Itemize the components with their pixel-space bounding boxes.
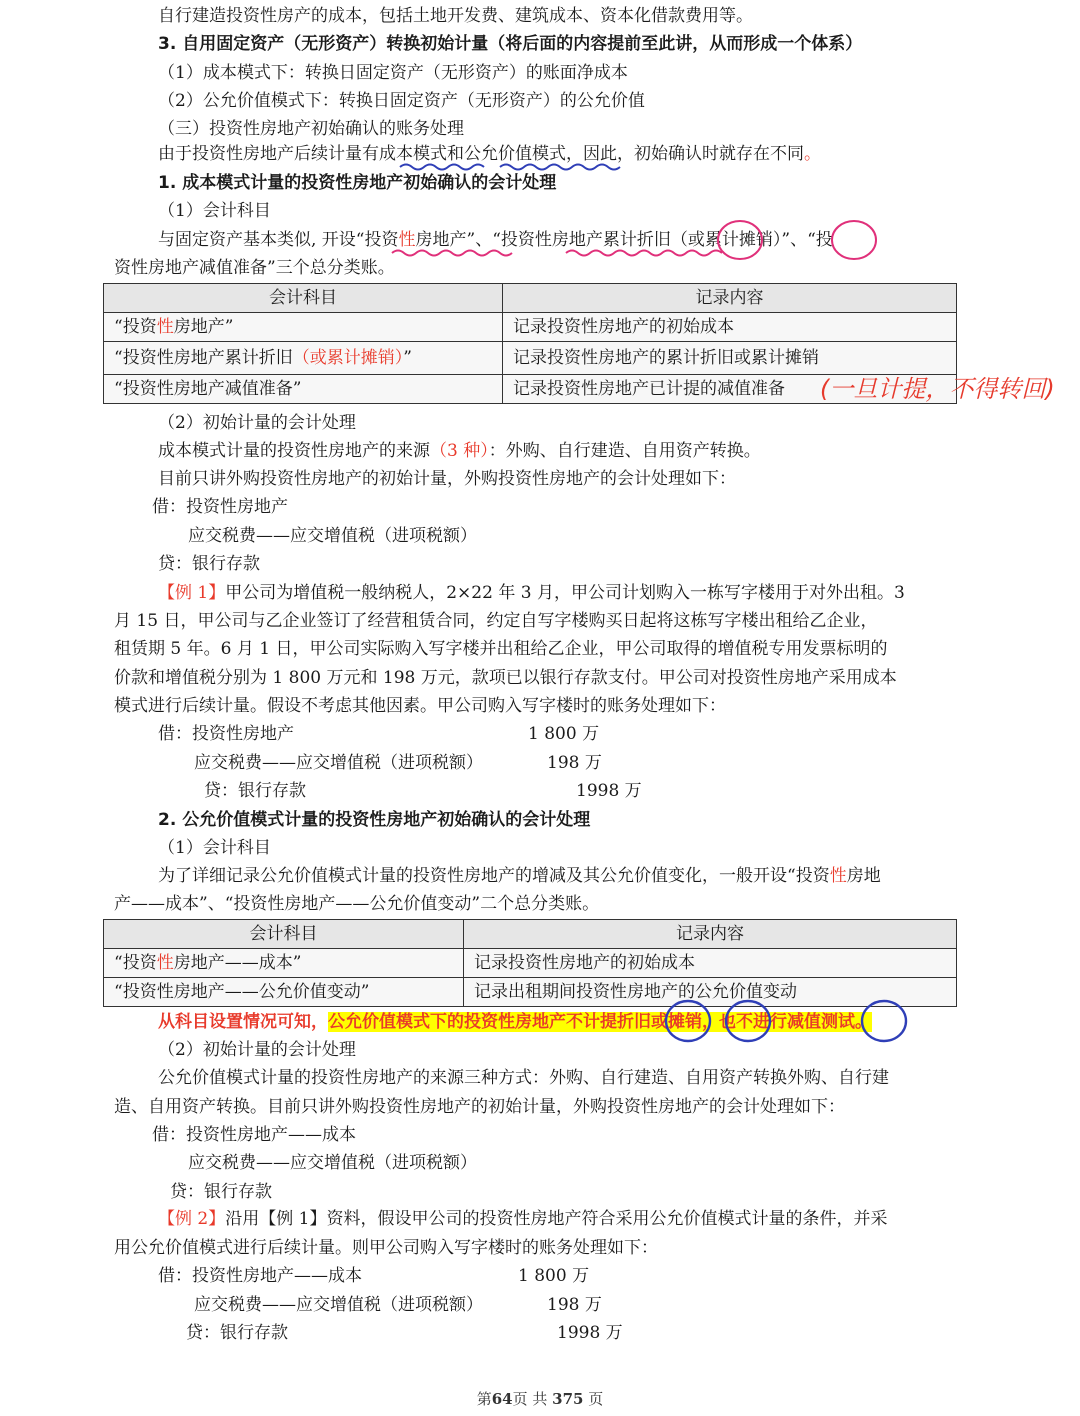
text-fragment: ：外购、自行建造、自用资产转换。 bbox=[488, 441, 761, 461]
text-fragment: “投资性房地产累计折旧 bbox=[114, 348, 293, 368]
table-cell bbox=[104, 313, 503, 342]
footer-text: 页 共 bbox=[512, 1390, 548, 1408]
journal-amount: 1 800 万 bbox=[518, 1266, 590, 1286]
table-cell bbox=[104, 949, 464, 978]
text-line bbox=[158, 439, 761, 463]
footer-text: 第 bbox=[476, 1390, 492, 1408]
example-line: 模式进行后续计量。假设不考虑其他因素。甲公司购入写字楼时的账务处理如下： bbox=[114, 696, 726, 716]
text-line: 目前只讲外购投资性房地产的初始计量，外购投资性房地产的会计处理如下： bbox=[158, 469, 736, 489]
text-fragment: 成本模式计量的投资性房地产的来源 bbox=[158, 441, 430, 461]
text-line: 造、自用资产转换。目前只讲外购投资性房地产的初始计量，外购投资性房地产的会计处理如下： bbox=[114, 1097, 845, 1117]
text-fragment: 房地产”、“投资性房地产累计折旧（或累计摊销）”、“投 bbox=[415, 230, 833, 250]
handwritten-note: (一旦计提，不得转回) bbox=[820, 375, 1055, 403]
table-cell: 记录投资性房地产的初始成本 bbox=[464, 949, 957, 978]
example-label: 【例 2】 bbox=[158, 1209, 226, 1229]
text-fragment: 从科目设置情况可知， bbox=[158, 1012, 328, 1032]
example-line: 价款和增值税分别为 1 800 万元和 198 万元，款项已以银行存款支付。甲公司对投资性房地产采用成本 bbox=[114, 668, 897, 688]
text-fragment: 公允价值模式 bbox=[464, 144, 566, 164]
table-header-cell: 记录内容 bbox=[503, 284, 957, 313]
journal-amount: 1998 万 bbox=[557, 1323, 623, 1343]
text-fragment: “投资 bbox=[114, 953, 157, 973]
table-header-cell: 会计科目 bbox=[104, 284, 503, 313]
journal-debit: 应交税费——应交增值税（进项税额） bbox=[194, 753, 483, 773]
journal-debit: 应交税费——应交增值税（进项税额） bbox=[194, 1295, 483, 1315]
text-line: （2）公允价值模式下：转换日固定资产（无形资产）的公允价值 bbox=[158, 91, 645, 111]
journal-credit: 贷：银行存款 bbox=[204, 781, 306, 801]
example-line: 租赁期 5 年。6 月 1 日，甲公司实际购入写字楼并出租给乙企业，甲公司取得的增值税专用发票标明的 bbox=[114, 639, 888, 659]
table-cell: 记录投资性房地产的初始成本 bbox=[503, 313, 957, 342]
key-note bbox=[158, 1010, 872, 1034]
circle-mark bbox=[832, 221, 876, 259]
text-line: （2）初始计量的会计处理 bbox=[158, 413, 356, 433]
table-cell bbox=[104, 342, 503, 375]
text-line: （2）初始计量的会计处理 bbox=[158, 1040, 356, 1060]
text-line bbox=[158, 864, 881, 888]
text-line bbox=[158, 142, 821, 166]
table-row bbox=[104, 342, 957, 375]
text-fragment: 成本模式 bbox=[379, 144, 447, 164]
table-cell: 记录投资性房地产已计提的减值准备 bbox=[503, 375, 957, 404]
text-fragment: 性 bbox=[156, 953, 174, 973]
text-line: 公允价值模式计量的投资性房地产的来源三种方式：外购、自行建造、自用资产转换外购、自行建 bbox=[158, 1068, 889, 1088]
text-fragment: “投资 bbox=[114, 317, 157, 337]
journal-debit: 借：投资性房地产——成本 bbox=[158, 1266, 362, 1286]
section-heading: 1. 成本模式计量的投资性房地产初始确认的会计处理 bbox=[158, 173, 557, 193]
table-row bbox=[104, 313, 957, 342]
text-fragment: 。 bbox=[804, 144, 821, 164]
text-fragment: （3 种） bbox=[430, 441, 489, 461]
journal-debit: 借：投资性房地产 bbox=[158, 724, 294, 744]
section-heading: 2. 公允价值模式计量的投资性房地产初始确认的会计处理 bbox=[158, 810, 591, 830]
text-fragment: 房地产” bbox=[173, 317, 234, 337]
example-line bbox=[158, 581, 905, 605]
example-line: 月 15 日，甲公司与乙企业签订了经营租赁合同，约定自写字楼购买日起将这栋写字楼出租给乙企业， bbox=[114, 611, 878, 631]
text-fragment: 性 bbox=[829, 866, 847, 886]
text-fragment: 与固定资产基本类似, 开设“投资 bbox=[158, 230, 399, 250]
text-fragment: 由于投资性房地产后续计量有 bbox=[158, 144, 379, 164]
text-line bbox=[158, 228, 833, 252]
text-fragment: ” bbox=[403, 348, 412, 368]
text-line: （1）会计科目 bbox=[158, 838, 271, 858]
text-fragment: 性 bbox=[398, 230, 416, 250]
footer-text: 页 bbox=[588, 1390, 604, 1408]
page-footer bbox=[0, 1388, 1080, 1409]
text-fragment: 房地产——成本” bbox=[173, 953, 302, 973]
journal-debit: 应交税费——应交增值税（进项税额） bbox=[188, 526, 477, 546]
journal-credit: 贷：银行存款 bbox=[158, 554, 260, 574]
journal-amount: 198 万 bbox=[547, 753, 602, 773]
text-fragment: 性 bbox=[156, 317, 174, 337]
journal-amount: 1998 万 bbox=[576, 781, 642, 801]
text-fragment: 为了详细记录公允价值模式计量的投资性房地产的增减及其公允价值变化，一般开设“投资 bbox=[158, 866, 830, 886]
text-fragment: （或累计摊销） bbox=[292, 348, 404, 368]
journal-credit: 贷：银行存款 bbox=[186, 1323, 288, 1343]
subsection-heading: （三）投资性房地产初始确认的账务处理 bbox=[158, 119, 464, 139]
journal-debit: 借：投资性房地产 bbox=[152, 497, 288, 517]
section-heading: 3. 自用固定资产（无形资产）转换初始计量（将后面的内容提前至此讲，从而形成一个体系） bbox=[158, 34, 863, 54]
text-fragment: 和 bbox=[447, 144, 464, 164]
table-header-row bbox=[104, 284, 957, 313]
table-cell: “投资性房地产——公允价值变动” bbox=[104, 978, 464, 1007]
text-line: （1）成本模式下：转换日固定资产（无形资产）的账面净成本 bbox=[158, 63, 628, 83]
journal-amount: 1 800 万 bbox=[528, 724, 600, 744]
table-header-cell: 记录内容 bbox=[464, 920, 957, 949]
account-table-fair-value-model bbox=[103, 919, 957, 1007]
table-cell: “投资性房地产减值准备” bbox=[104, 375, 503, 404]
table-header-cell: 会计科目 bbox=[104, 920, 464, 949]
example-line: 用公允价值模式进行后续计量。则甲公司购入写字楼时的账务处理如下： bbox=[114, 1238, 658, 1258]
text-fragment: 甲公司为增值税一般纳税人，2×22 年 3 月，甲公司计划购入一栋写字楼用于对外出租。3 bbox=[225, 583, 905, 603]
journal-debit: 借：投资性房地产——成本 bbox=[152, 1125, 356, 1145]
text-line: （1）会计科目 bbox=[158, 201, 271, 221]
text-line: 产——成本”、“投资性房地产——公允价值变动”二个总分类账。 bbox=[114, 894, 600, 914]
table-cell: 记录出租期间投资性房地产的公允价值变动 bbox=[464, 978, 957, 1007]
text-line: 自行建造投资性房产的成本，包括土地开发费、建筑成本、资本化借款费用等。 bbox=[158, 6, 753, 26]
text-fragment: 房地 bbox=[846, 866, 881, 886]
table-row bbox=[104, 949, 957, 978]
table-cell: 记录投资性房地产的累计折旧或累计摊销 bbox=[503, 342, 957, 375]
journal-credit: 贷：银行存款 bbox=[170, 1182, 272, 1202]
highlighted-note: 公允价值模式下的投资性房地产不计提折旧或摊销，也不进行减值测试。 bbox=[328, 1012, 872, 1032]
example-label: 【例 1】 bbox=[158, 583, 226, 603]
page-number: 64 bbox=[491, 1390, 513, 1408]
table-header-row bbox=[104, 920, 957, 949]
text-line: 资性房地产减值准备”三个总分类账。 bbox=[114, 258, 395, 278]
page-total: 375 bbox=[552, 1390, 584, 1408]
example-line bbox=[158, 1207, 887, 1231]
text-fragment: 沿用【例 1】资料，假设甲公司的投资性房地产符合采用公允价值模式计量的条件，并采 bbox=[225, 1209, 888, 1229]
table-row bbox=[104, 978, 957, 1007]
journal-debit: 应交税费——应交增值税（进项税额） bbox=[188, 1153, 477, 1173]
journal-amount: 198 万 bbox=[547, 1295, 602, 1315]
text-fragment: ，因此，初始确认时就存在不同 bbox=[566, 144, 804, 164]
